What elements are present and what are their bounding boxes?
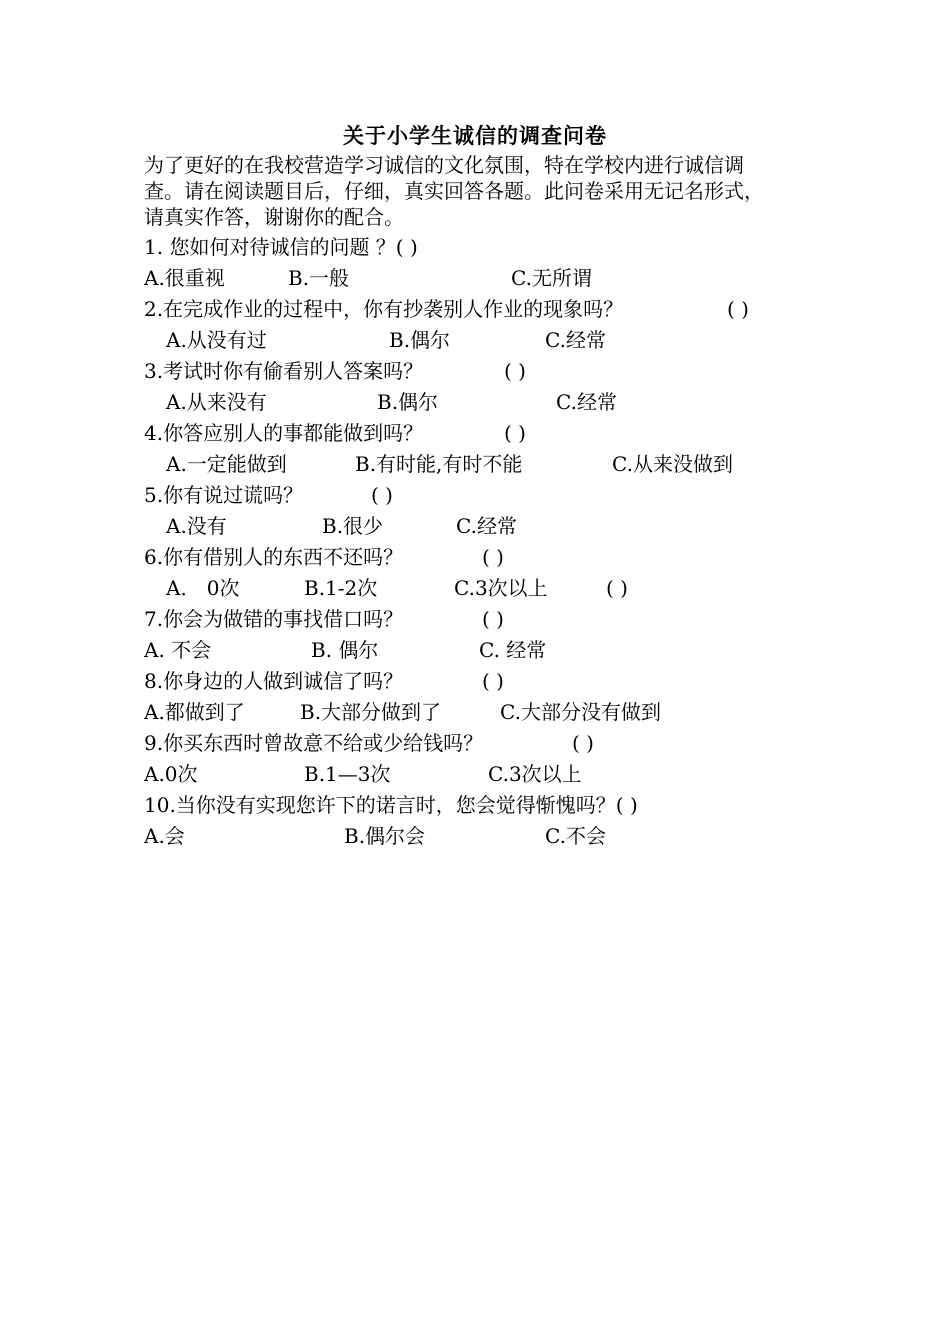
question-7-option-a: A. 不会: [144, 638, 212, 662]
question-4-option-c: C.从来没做到: [612, 452, 733, 476]
question-9-option-c: C.3次以上: [488, 762, 582, 786]
question-5-answer-blank: ( ): [371, 483, 393, 507]
question-10-option-a: A.会: [144, 824, 185, 848]
question-6-answer-blank: ( ): [482, 545, 504, 569]
question-7-text: 7.你会为做错的事找借口吗？: [144, 607, 404, 631]
question-4-option-b: B.有时能,有时不能: [355, 452, 523, 476]
question-7-option-c: C. 经常: [479, 638, 547, 662]
question-9-option-a: A.0次: [144, 762, 198, 786]
question-9-text: 9.你买东西时曾故意不给或少给钱吗？: [144, 731, 484, 755]
question-5-option-b: B.很少: [322, 514, 384, 538]
question-2-option-a: A.从没有过: [166, 328, 267, 352]
question-8-text: 8.你身边的人做到诚信了吗？: [144, 669, 404, 693]
question-1-option-b: B.一般: [288, 266, 350, 290]
question-1-option-c: C.无所谓: [511, 266, 592, 290]
question-10-option-b: B.偶尔会: [344, 824, 426, 848]
question-3-answer-blank: ( ): [504, 359, 526, 383]
question-6-extra-blank: ( ): [606, 576, 628, 600]
question-8-option-b: B.大部分做到了: [300, 700, 442, 724]
question-8-answer-blank: ( ): [482, 669, 504, 693]
question-2-option-b: B.偶尔: [389, 328, 451, 352]
intro-paragraph: [144, 152, 814, 230]
question-5-option-a: A.没有: [166, 514, 227, 538]
question-8-option-a: A.都做到了: [144, 700, 245, 724]
question-1-text: 1. 您如何对待诚信的问题 ？( ): [144, 235, 418, 259]
question-8-option-c: C.大部分没有做到: [500, 700, 661, 724]
question-10-text: 10.当你没有实现您许下的诺言时，您会觉得惭愧吗？( ): [144, 793, 638, 817]
question-2-text: 2.在完成作业的过程中，你有抄袭别人作业的现象吗？: [144, 297, 624, 321]
question-6-option-b: B.1-2次: [304, 576, 378, 600]
intro-line: 查。请在阅读题目后，仔细，真实回答各题。此问卷采用无记名形式，: [144, 179, 764, 203]
question-4-answer-blank: ( ): [504, 421, 526, 445]
question-4-option-a: A.一定能做到: [166, 452, 287, 476]
question-5-option-c: C.经常: [456, 514, 517, 538]
question-6-text: 6.你有借别人的东西不还吗？: [144, 545, 404, 569]
question-5-text: 5.你有说过谎吗？: [144, 483, 304, 507]
question-7-option-b: B. 偶尔: [311, 638, 379, 662]
question-4-text: 4.你答应别人的事都能做到吗？: [144, 421, 424, 445]
question-3-option-b: B.偶尔: [377, 390, 439, 414]
question-7-answer-blank: ( ): [482, 607, 504, 631]
question-9-answer-blank: ( ): [572, 731, 594, 755]
question-6-option-c: C.3次以上: [454, 576, 548, 600]
question-3-option-c: C.经常: [556, 390, 617, 414]
question-10-option-c: C.不会: [545, 824, 606, 848]
intro-line: 请真实作答，谢谢你的配合。: [144, 205, 404, 229]
document-title: 关于小学生诚信的调查问卷: [343, 123, 607, 148]
intro-line: 为了更好的在我校营造学习诚信的文化氛围，特在学校内进行诚信调: [144, 153, 744, 177]
question-2-option-c: C.经常: [545, 328, 606, 352]
question-3-text: 3.考试时你有偷看别人答案吗？: [144, 359, 424, 383]
question-9-option-b: B.1—3次: [304, 762, 391, 786]
question-2-answer-blank: ( ): [727, 297, 749, 321]
question-6-option-a: A． 0次: [166, 576, 240, 600]
question-3-option-a: A.从来没有: [166, 390, 267, 414]
question-1-option-a: A.很重视: [144, 266, 225, 290]
